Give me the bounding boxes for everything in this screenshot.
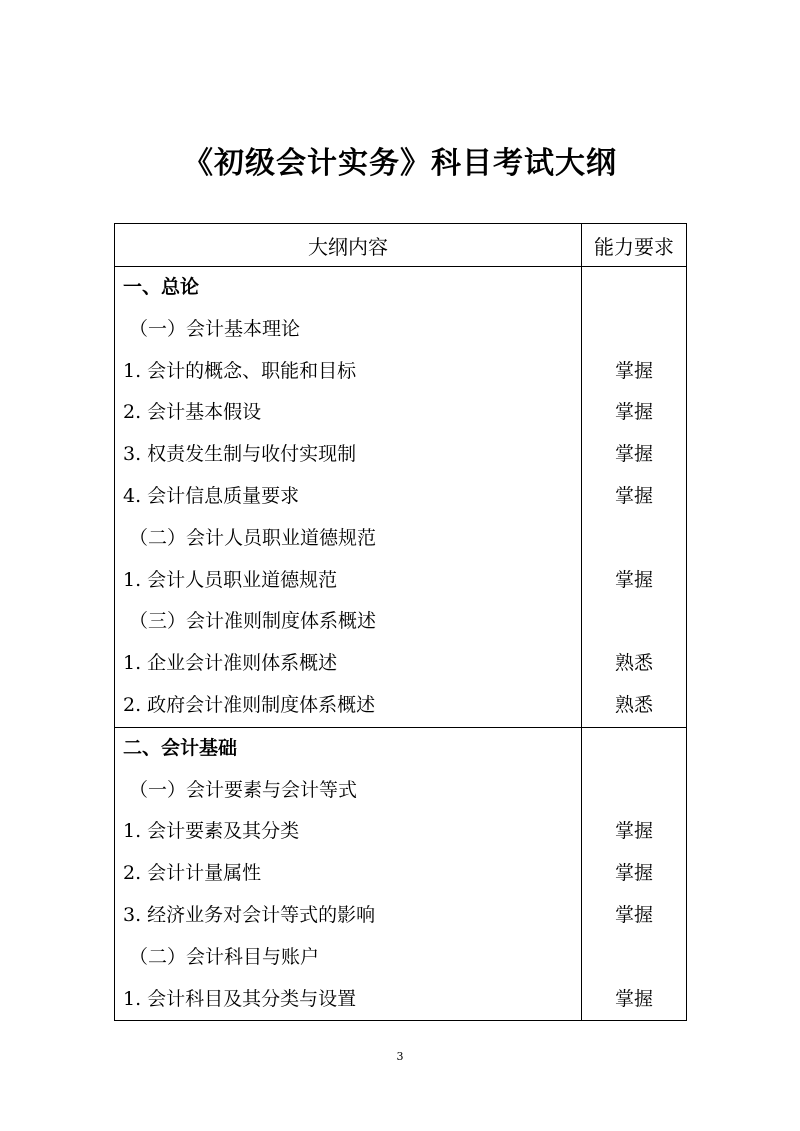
requirement-level [582, 770, 686, 812]
subsection-title: （一）会计要素与会计等式 [129, 778, 358, 801]
section-row [115, 267, 687, 728]
requirement-level [582, 518, 686, 560]
section-heading: 二、会计基础 [123, 736, 238, 759]
outline-item: 1. 会计人员职业道德规范 [123, 568, 338, 591]
requirement-level: 掌握 [614, 443, 653, 466]
table-body [115, 267, 687, 1021]
outline-item: 1. 会计的概念、职能和目标 [123, 359, 357, 382]
column-header-level: 能力要求 [582, 224, 687, 267]
syllabus-table [114, 223, 687, 1021]
subsection-title: （二）会计人员职业道德规范 [129, 526, 377, 549]
table-header-row [115, 224, 687, 267]
requirement-level: 掌握 [614, 359, 653, 382]
subsection-title: （一）会计基本理论 [129, 317, 301, 340]
outline-item: 3. 权责发生制与收付实现制 [123, 443, 357, 466]
requirement-level: 熟悉 [614, 652, 653, 675]
requirement-level: 掌握 [614, 903, 653, 926]
requirement-level [582, 309, 686, 351]
requirement-level: 掌握 [614, 568, 653, 591]
section-content-cell [115, 267, 582, 728]
requirement-level: 掌握 [614, 484, 653, 507]
outline-item: 1. 企业会计准则体系概述 [123, 652, 338, 675]
level-blank [582, 267, 686, 309]
requirement-level: 掌握 [614, 820, 653, 843]
section-level-cell [582, 267, 687, 728]
requirement-level: 熟悉 [614, 693, 653, 716]
requirement-level: 掌握 [614, 401, 653, 424]
outline-item: 3. 经济业务对会计等式的影响 [123, 903, 376, 926]
outline-item: 1. 会计要素及其分类 [123, 820, 300, 843]
section-content-cell [115, 727, 582, 1021]
column-header-content: 大纲内容 [115, 224, 582, 267]
outline-item: 1. 会计科目及其分类与设置 [123, 987, 357, 1010]
subsection-title: （二）会计科目与账户 [129, 945, 320, 968]
page-number: 3 [396, 1050, 404, 1063]
section-row [115, 727, 687, 1021]
requirement-level: 掌握 [614, 862, 653, 885]
outline-item: 2. 会计基本假设 [123, 401, 262, 424]
outline-item: 2. 会计计量属性 [123, 862, 262, 885]
outline-item: 4. 会计信息质量要求 [123, 484, 300, 507]
requirement-level [582, 937, 686, 979]
requirement-level: 掌握 [614, 987, 653, 1010]
level-blank [582, 728, 686, 770]
subsection-title: （三）会计准则制度体系概述 [129, 610, 377, 633]
section-level-cell [582, 727, 687, 1021]
section-heading: 一、总论 [123, 276, 200, 298]
outline-item: 2. 政府会计准则制度体系概述 [123, 693, 376, 716]
document-title: 《初级会计实务》科目考试大纲 [183, 146, 617, 181]
requirement-level [582, 601, 686, 643]
